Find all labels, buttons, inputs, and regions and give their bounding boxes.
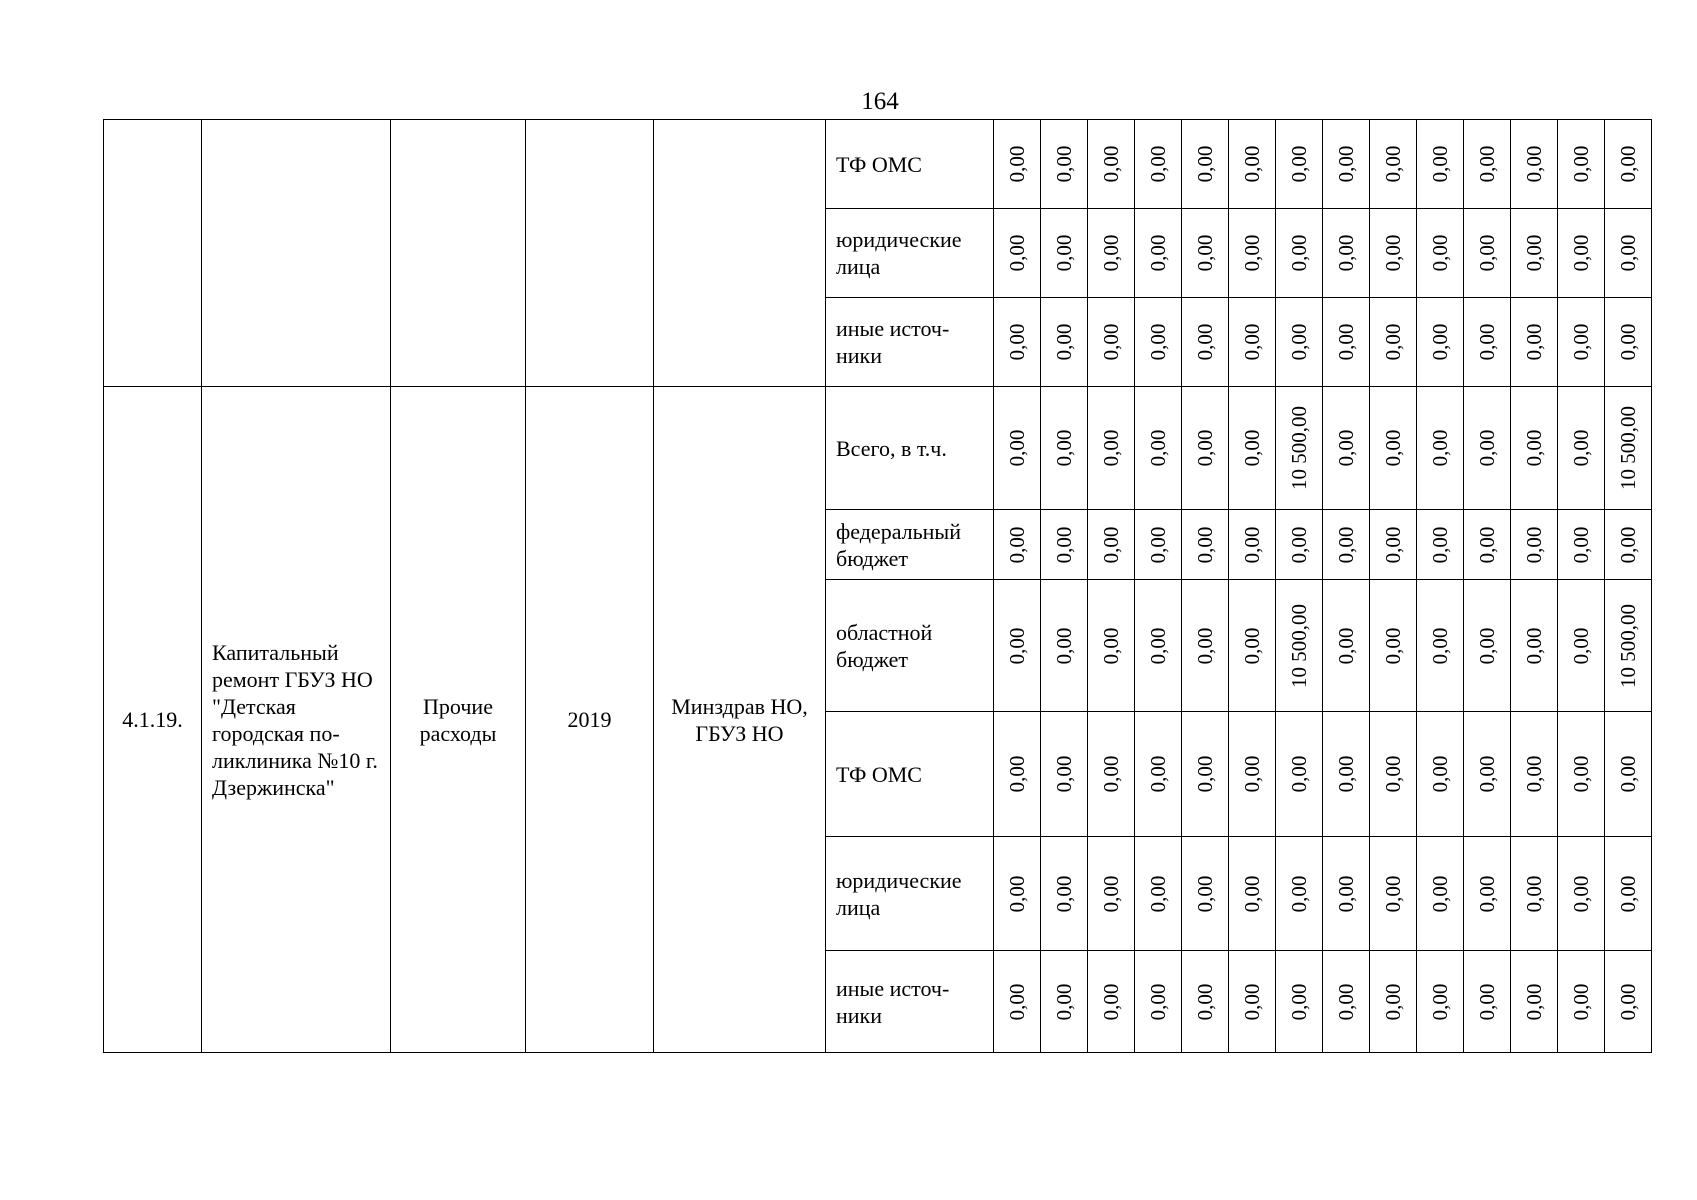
value-cell	[1417, 837, 1464, 951]
value-text: 0,00	[1334, 234, 1358, 272]
value-cell	[1511, 120, 1558, 209]
value-cell	[1605, 712, 1652, 837]
funding-source-cell: ТФ ОМС	[826, 712, 994, 837]
value-text: 0,00	[1052, 755, 1076, 793]
value-cell	[1558, 298, 1605, 387]
value-text: 0,00	[1193, 145, 1217, 183]
value-text: 10 500,00	[1287, 603, 1311, 688]
value-text: 0,00	[1005, 526, 1029, 563]
value-cell	[1558, 387, 1605, 510]
value-text: 0,00	[1475, 983, 1499, 1020]
funding-source-cell: юридические лица	[826, 209, 994, 298]
value-cell	[1229, 120, 1276, 209]
value-text: 0,00	[1334, 429, 1358, 467]
value-cell	[1135, 120, 1182, 209]
value-cell	[1229, 712, 1276, 837]
table-row	[104, 387, 1652, 510]
value-text: 0,00	[1522, 755, 1546, 793]
continuation-blank-cell	[526, 120, 654, 387]
value-cell	[1323, 120, 1370, 209]
value-cell	[1276, 387, 1323, 510]
value-text: 0,00	[1005, 145, 1029, 183]
value-cell	[1323, 510, 1370, 580]
value-cell	[1323, 837, 1370, 951]
value-text: 0,00	[1428, 755, 1452, 793]
value-cell	[1323, 712, 1370, 837]
value-cell	[1229, 951, 1276, 1053]
value-text: 0,00	[1287, 875, 1311, 912]
value-cell	[1605, 951, 1652, 1053]
value-text: 0,00	[1616, 755, 1640, 793]
value-cell	[1558, 951, 1605, 1053]
value-cell	[1041, 120, 1088, 209]
value-text: 0,00	[1428, 234, 1452, 272]
value-cell	[1135, 298, 1182, 387]
value-cell	[1229, 387, 1276, 510]
value-text: 0,00	[1099, 875, 1123, 912]
value-text: 0,00	[1052, 429, 1076, 467]
value-text: 0,00	[1475, 875, 1499, 912]
item-executor: Минздрав НО, ГБУЗ НО	[654, 387, 826, 1053]
value-cell	[1370, 209, 1417, 298]
value-text: 0,00	[1381, 983, 1405, 1020]
value-text: 0,00	[1099, 145, 1123, 183]
value-cell	[1088, 209, 1135, 298]
value-text: 0,00	[1428, 627, 1452, 664]
value-text: 0,00	[1522, 429, 1546, 467]
value-text: 0,00	[1193, 627, 1217, 664]
value-cell	[1417, 298, 1464, 387]
value-cell	[1558, 510, 1605, 580]
value-cell	[1323, 209, 1370, 298]
value-cell	[1464, 837, 1511, 951]
value-text: 0,00	[1146, 234, 1170, 272]
value-text: 0,00	[1287, 526, 1311, 563]
value-text: 0,00	[1616, 983, 1640, 1020]
value-cell	[1182, 837, 1229, 951]
value-cell	[1229, 209, 1276, 298]
value-cell	[1558, 120, 1605, 209]
value-cell	[1605, 510, 1652, 580]
page-number: 164	[861, 88, 899, 115]
value-cell	[1229, 580, 1276, 712]
value-text: 0,00	[1334, 627, 1358, 664]
value-text: 0,00	[1334, 323, 1358, 361]
value-text: 0,00	[1381, 526, 1405, 563]
value-cell	[1511, 580, 1558, 712]
value-text: 0,00	[1569, 755, 1593, 793]
value-text: 0,00	[1193, 234, 1217, 272]
value-cell	[1088, 580, 1135, 712]
value-text: 0,00	[1240, 145, 1264, 183]
value-cell	[1135, 510, 1182, 580]
value-text: 0,00	[1428, 323, 1452, 361]
value-text: 0,00	[1146, 145, 1170, 183]
value-text: 0,00	[1146, 627, 1170, 664]
value-text: 0,00	[1240, 983, 1264, 1020]
value-cell	[1088, 951, 1135, 1053]
value-text: 0,00	[1381, 627, 1405, 664]
value-text: 0,00	[1052, 145, 1076, 183]
value-cell	[1605, 120, 1652, 209]
item-year: 2019	[526, 387, 654, 1053]
value-cell	[1417, 951, 1464, 1053]
value-text: 0,00	[1240, 875, 1264, 912]
value-cell	[1511, 387, 1558, 510]
value-cell	[1276, 209, 1323, 298]
value-cell	[1135, 951, 1182, 1053]
value-cell	[994, 387, 1041, 510]
value-cell	[1370, 387, 1417, 510]
value-text: 0,00	[1428, 983, 1452, 1020]
value-cell	[1276, 120, 1323, 209]
value-text: 0,00	[1334, 526, 1358, 563]
value-cell	[1041, 837, 1088, 951]
value-cell	[1229, 837, 1276, 951]
item-name: Капитальный ремонт ГБУЗ НО "Детская городская по-ликлиника №10 г. Дзержинска"	[202, 387, 391, 1053]
value-cell	[1041, 712, 1088, 837]
value-cell	[1370, 712, 1417, 837]
value-text: 0,00	[1099, 323, 1123, 361]
value-cell	[1417, 510, 1464, 580]
value-cell	[1558, 580, 1605, 712]
value-cell	[994, 510, 1041, 580]
value-cell	[1464, 120, 1511, 209]
value-text: 0,00	[1475, 145, 1499, 183]
value-text: 0,00	[1099, 526, 1123, 563]
value-cell	[1464, 712, 1511, 837]
value-text: 0,00	[1616, 234, 1640, 272]
value-text: 0,00	[1287, 234, 1311, 272]
value-text: 0,00	[1240, 429, 1264, 467]
value-cell	[1511, 837, 1558, 951]
value-text: 0,00	[1005, 983, 1029, 1020]
funding-source-cell: областной бюджет	[826, 580, 994, 712]
value-cell	[1464, 580, 1511, 712]
funding-source-cell: иные источ-ники	[826, 298, 994, 387]
value-text: 0,00	[1475, 429, 1499, 467]
value-text: 0,00	[1146, 983, 1170, 1020]
value-text: 0,00	[1193, 323, 1217, 361]
value-cell	[1511, 209, 1558, 298]
continuation-blank-cell	[104, 120, 202, 387]
value-cell	[1370, 951, 1417, 1053]
value-text: 0,00	[1381, 755, 1405, 793]
value-text: 0,00	[1522, 145, 1546, 183]
value-text: 0,00	[1569, 234, 1593, 272]
value-text: 0,00	[1334, 983, 1358, 1020]
value-text: 0,00	[1475, 323, 1499, 361]
value-text: 0,00	[1569, 983, 1593, 1020]
value-cell	[1464, 510, 1511, 580]
value-cell	[994, 951, 1041, 1053]
value-text: 0,00	[1146, 755, 1170, 793]
continuation-blank-cell	[391, 120, 526, 387]
value-text: 0,00	[1193, 983, 1217, 1020]
value-text: 0,00	[1428, 526, 1452, 563]
value-cell	[1417, 387, 1464, 510]
value-text: 0,00	[1099, 983, 1123, 1020]
value-text: 0,00	[1052, 627, 1076, 664]
value-cell	[1417, 580, 1464, 712]
value-text: 0,00	[1146, 323, 1170, 361]
value-cell	[1276, 837, 1323, 951]
value-text: 0,00	[1381, 323, 1405, 361]
value-cell	[1135, 580, 1182, 712]
value-text: 0,00	[1569, 429, 1593, 467]
value-text: 0,00	[1475, 234, 1499, 272]
budget-table	[103, 119, 1652, 1053]
value-cell	[1276, 510, 1323, 580]
value-text: 0,00	[1428, 145, 1452, 183]
value-text: 0,00	[1569, 526, 1593, 563]
value-cell	[1088, 298, 1135, 387]
value-cell	[1605, 837, 1652, 951]
value-cell	[1276, 580, 1323, 712]
value-text: 0,00	[1616, 875, 1640, 912]
value-cell	[1464, 387, 1511, 510]
value-text: 0,00	[1381, 429, 1405, 467]
value-cell	[1605, 580, 1652, 712]
value-cell	[1558, 209, 1605, 298]
value-text: 0,00	[1099, 429, 1123, 467]
value-cell	[1323, 387, 1370, 510]
value-text: 0,00	[1334, 755, 1358, 793]
value-cell	[1182, 209, 1229, 298]
value-cell	[1511, 510, 1558, 580]
value-text: 0,00	[1381, 234, 1405, 272]
value-cell	[1370, 298, 1417, 387]
value-text: 0,00	[1334, 875, 1358, 912]
value-text: 0,00	[1240, 627, 1264, 664]
value-text: 0,00	[1005, 234, 1029, 272]
value-text: 0,00	[1005, 627, 1029, 664]
value-cell	[1370, 580, 1417, 712]
value-text: 0,00	[1334, 145, 1358, 183]
value-cell	[994, 298, 1041, 387]
value-text: 0,00	[1522, 983, 1546, 1020]
value-text: 0,00	[1287, 755, 1311, 793]
value-cell	[1464, 298, 1511, 387]
value-cell	[1558, 712, 1605, 837]
value-text: 0,00	[1428, 875, 1452, 912]
item-number: 4.1.19.	[104, 387, 202, 1053]
value-cell	[1605, 209, 1652, 298]
value-text: 0,00	[1522, 875, 1546, 912]
value-cell	[1417, 209, 1464, 298]
value-cell	[1135, 837, 1182, 951]
value-cell	[1229, 298, 1276, 387]
value-text: 0,00	[1240, 234, 1264, 272]
value-cell	[1041, 209, 1088, 298]
value-cell	[994, 580, 1041, 712]
value-cell	[1135, 387, 1182, 510]
table-row	[104, 120, 1652, 209]
value-cell	[1182, 580, 1229, 712]
value-text: 0,00	[1475, 755, 1499, 793]
value-text: 0,00	[1193, 755, 1217, 793]
value-cell	[1041, 510, 1088, 580]
value-text: 0,00	[1569, 875, 1593, 912]
value-text: 0,00	[1052, 526, 1076, 563]
funding-source-cell: иные источ-ники	[826, 951, 994, 1053]
value-cell	[1182, 387, 1229, 510]
value-cell	[1370, 120, 1417, 209]
value-text: 0,00	[1099, 755, 1123, 793]
value-cell	[994, 837, 1041, 951]
value-cell	[1370, 837, 1417, 951]
value-text: 0,00	[1287, 323, 1311, 361]
value-cell	[1511, 298, 1558, 387]
value-text: 0,00	[1099, 234, 1123, 272]
value-text: 0,00	[1146, 429, 1170, 467]
value-text: 0,00	[1099, 627, 1123, 664]
value-cell	[1135, 712, 1182, 837]
value-text: 0,00	[1569, 323, 1593, 361]
value-text: 0,00	[1193, 875, 1217, 912]
value-text: 0,00	[1616, 323, 1640, 361]
funding-source-cell: юридические лица	[826, 837, 994, 951]
value-text: 0,00	[1381, 145, 1405, 183]
value-cell	[1041, 951, 1088, 1053]
value-text: 0,00	[1616, 526, 1640, 563]
value-text: 0,00	[1146, 875, 1170, 912]
value-cell	[1182, 298, 1229, 387]
value-text: 0,00	[1287, 983, 1311, 1020]
value-text: 0,00	[1381, 875, 1405, 912]
value-text: 0,00	[1240, 526, 1264, 563]
value-text: 0,00	[1052, 323, 1076, 361]
value-text: 0,00	[1052, 875, 1076, 912]
value-text: 10 500,00	[1287, 406, 1311, 490]
value-cell	[1182, 951, 1229, 1053]
value-cell	[1135, 209, 1182, 298]
value-text: 0,00	[1475, 627, 1499, 664]
value-cell	[1417, 120, 1464, 209]
value-cell	[1088, 120, 1135, 209]
value-cell	[1088, 510, 1135, 580]
value-text: 0,00	[1616, 145, 1640, 183]
value-text: 0,00	[1005, 875, 1029, 912]
value-cell	[1182, 510, 1229, 580]
value-text: 0,00	[1240, 755, 1264, 793]
value-cell	[1370, 510, 1417, 580]
value-text: 0,00	[1522, 234, 1546, 272]
value-cell	[1276, 712, 1323, 837]
continuation-blank-cell	[654, 120, 826, 387]
value-text: 0,00	[1569, 145, 1593, 183]
value-text: 10 500,00	[1616, 603, 1640, 688]
value-text: 0,00	[1522, 526, 1546, 563]
value-cell	[994, 120, 1041, 209]
value-cell	[1323, 298, 1370, 387]
value-cell	[1558, 837, 1605, 951]
value-cell	[1276, 951, 1323, 1053]
value-text: 0,00	[1522, 323, 1546, 361]
value-text: 0,00	[1005, 429, 1029, 467]
value-text: 0,00	[1193, 526, 1217, 563]
value-text: 0,00	[1005, 323, 1029, 361]
value-text: 0,00	[1052, 983, 1076, 1020]
value-text: 0,00	[1428, 429, 1452, 467]
value-cell	[1323, 580, 1370, 712]
value-cell	[1182, 712, 1229, 837]
value-cell	[1041, 298, 1088, 387]
value-text: 10 500,00	[1616, 406, 1640, 490]
value-text: 0,00	[1146, 526, 1170, 563]
value-cell	[1041, 387, 1088, 510]
value-cell	[994, 712, 1041, 837]
value-text: 0,00	[1240, 323, 1264, 361]
value-cell	[1323, 951, 1370, 1053]
value-cell	[1464, 209, 1511, 298]
value-cell	[1088, 387, 1135, 510]
funding-source-cell: ТФ ОМС	[826, 120, 994, 209]
value-cell	[1605, 298, 1652, 387]
value-cell	[994, 209, 1041, 298]
value-text: 0,00	[1052, 234, 1076, 272]
value-cell	[1229, 510, 1276, 580]
value-text: 0,00	[1005, 755, 1029, 793]
expense-type: Прочие расходы	[391, 387, 526, 1053]
table-body	[104, 120, 1652, 1053]
value-cell	[1605, 387, 1652, 510]
value-cell	[1511, 712, 1558, 837]
funding-source-cell: федеральный бюджет	[826, 510, 994, 580]
value-text: 0,00	[1522, 627, 1546, 664]
value-cell	[1088, 837, 1135, 951]
value-text: 0,00	[1193, 429, 1217, 467]
value-cell	[1276, 298, 1323, 387]
value-cell	[1088, 712, 1135, 837]
funding-source-cell: Всего, в т.ч.	[826, 387, 994, 510]
value-cell	[1182, 120, 1229, 209]
continuation-blank-cell	[202, 120, 391, 387]
value-cell	[1417, 712, 1464, 837]
value-cell	[1041, 580, 1088, 712]
value-text: 0,00	[1569, 627, 1593, 664]
value-text: 0,00	[1287, 145, 1311, 183]
value-cell	[1511, 951, 1558, 1053]
value-text: 0,00	[1475, 526, 1499, 563]
value-cell	[1464, 951, 1511, 1053]
